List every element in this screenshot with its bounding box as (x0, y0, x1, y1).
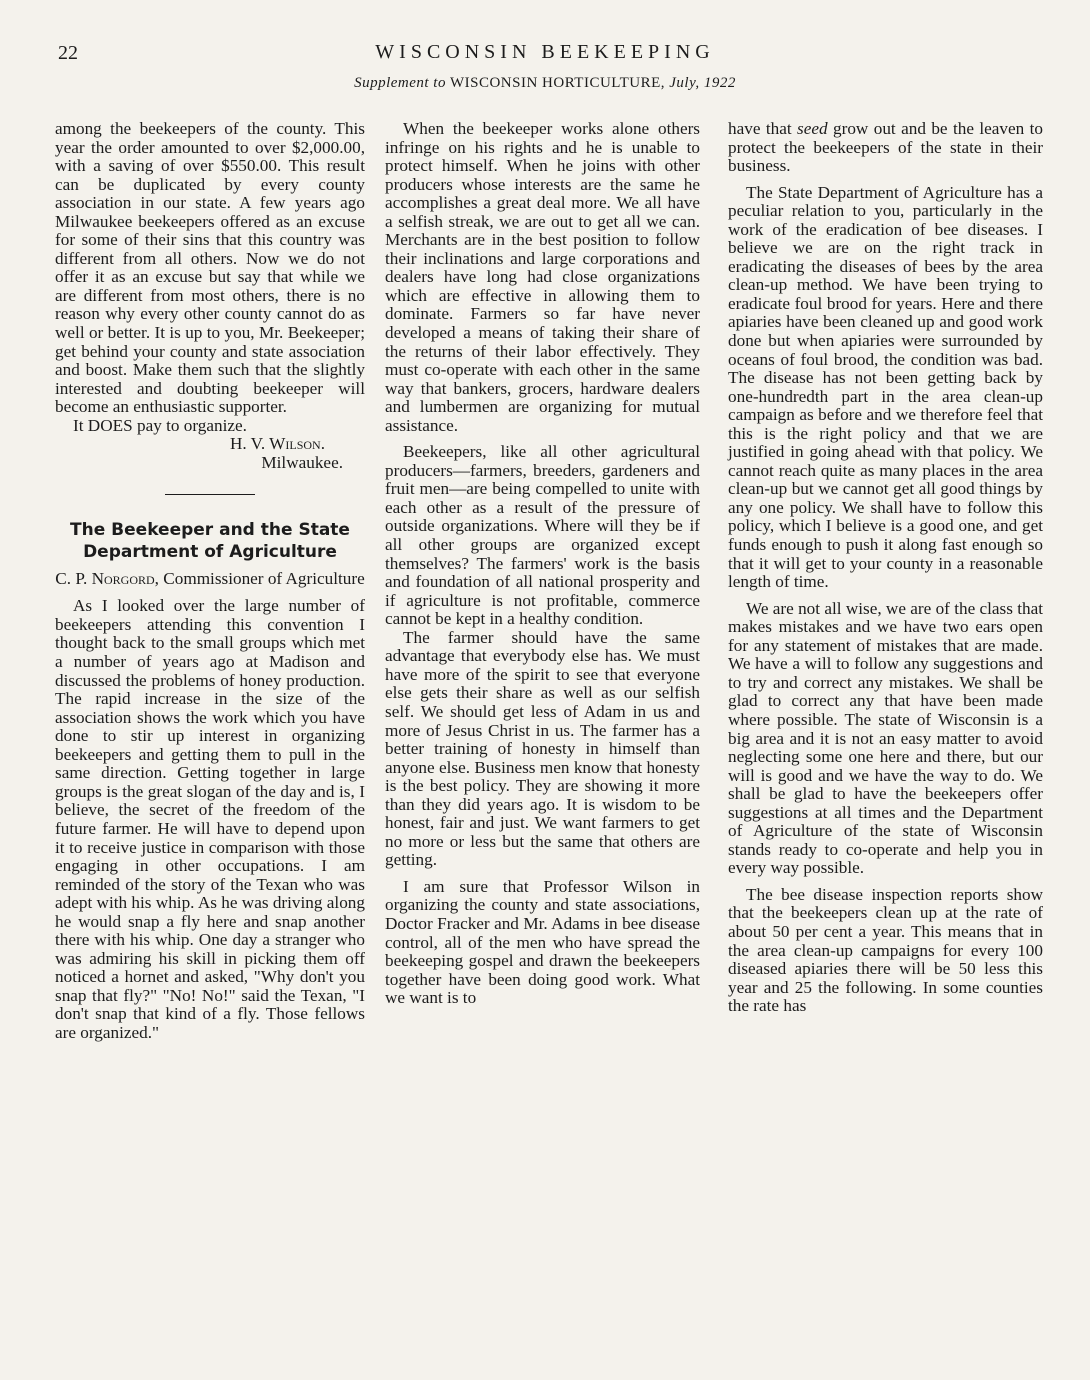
article-title: The Beekeeper and the State Department of Agriculture (70, 520, 350, 563)
supplement-line (0, 75, 1090, 92)
byline-name: Norgord, (91, 569, 159, 589)
emphasis-seed: seed (797, 119, 828, 138)
page-number: 22 (58, 42, 78, 64)
running-title: WISCONSIN BEEKEEPING (375, 41, 715, 63)
paragraph: The farmer should have the same advantage that everybody else has. We must have more of the spirit to see that everyone else gets their share as well as our selfish self. We should get less of Adam in us and more of Jesus Christ in us. The farmer has a better training of honesty in himself than anyone else. Business men know that honesty is the best policy. They are showing it more than they did years ago. It is wisdom to be honest, fair and just. We want farmers to get no more or less but the same that others are getting. (385, 627, 700, 870)
column-right (728, 120, 1043, 1016)
text-run: have that (728, 119, 798, 138)
byline (55, 569, 365, 589)
paragraph: It DOES pay to organize. (73, 415, 247, 435)
text-run: grow out and be the leaven to protect the beekeepers of the state in their business. (728, 119, 1044, 176)
byline-role: Commissioner of Agriculture (163, 569, 365, 589)
supplement-prefix: Supplement to (354, 75, 446, 91)
paragraph: We are not all wise, we are of the class that makes mistakes and we have two ears open for any statement of mistakes that are made. We have a will to follow any suggestions and to try and correct any mistakes. We shall be glad to correct any that have been made where possible. The state of Wisconsin is a big area and it is not an easy matter to avoid neglecting some one here and there, but our will is good and we have the way to do. We shall be glad to have the beekeepers offer suggestions at all times and the Department of Agriculture of the state of Wisconsin stands ready to co-operate and help you in every way possible. (728, 598, 1043, 878)
column-middle (385, 120, 700, 1008)
section-divider (165, 494, 255, 495)
signature-name: H. V. Wilson. (229, 434, 325, 454)
supplement-date: July, 1922 (669, 75, 736, 91)
byline-initials: C. P. (55, 569, 88, 589)
supplement-name: WISCONSIN HORTICULTURE, (449, 75, 666, 91)
paragraph: among the beekeepers of the county. This year the order amounted to over $2,000.00, with a saving of over $550.00. This result can be duplicated by every county association in our state. A few years ago Milwaukee beekeepers offered as an excuse for some of their sins that this country was different from all others. Now we do not offer it as an excuse but say that while we are different from most others, there is no reason why every other county cannot do as well or better. It is up to you, Mr. Beekeeper; get behind your county and state association and boost. Make them such that the slightly interested and doubting beekeeper will become an enthusiastic supporter. (55, 119, 365, 417)
paragraph: I am sure that Professor Wilson in organizing the county and state associations, Doctor Fracker and Mr. Adams in bee disease control, all of the men who have spread the beekeeping gospel and drawn the beekeepers together have been doing good work. What we want is to (385, 876, 700, 1008)
paragraph: As I looked over the large number of beekeepers attending this convention I thought back to the small groups which met a number of years ago at Madison and discussed the problems of honey production. The rapid increase in the size of the association shows the work which you have done to stir up interest in organizing beekeepers and getting them to pull in the same direction. Getting together in large groups is the great slogan of the day and is, I believe, the secret of the freedom of the future farmer. He will have to depend upon it to receive justice in comparison with those engaging in other occupations. I am reminded of the story of the Texan who was adept with his whip. As he was driving along he would snap a fly here and snap another there with his whip. One day a stranger who was admiring his skill in picking them off noticed a hornet and asked, "Why don't you snap that fly?" "No! No!" said the Texan, "I don't snap that kind of a fly. Those fellows are organized." (55, 596, 365, 1042)
paragraph: Beekeepers, like all other agricultural producers—farmers, breeders, gardeners and fruit men—are being compelled to unite with each other as a result of the pressure of outside organizations. Where will they be if all other groups are organized except themselves? The farmers' work is the basis and foundation of all national prosperity and if agriculture is not profitable, commerce cannot be kept in a healthy condition. (385, 442, 700, 629)
paragraph: The State Department of Agriculture has a peculiar relation to you, particularly in the work of the eradication of bee diseases. I believe we are on the right track in eradicating the diseases of bees by the area clean-up method. We have been trying to eradicate foul brood for years. Here and there apiaries have been cleaned up and good work done but when apiaries were surrounded by oceans of foul brood, the condition was bad. The disease has not been getting back by one-hundredth part in the area clean-up campaign as before and we therefore feel that this is the right policy and that we are justified in going ahead with that policy. We cannot reach quite as many places in the area clean-up but we cannot get all good things by any one policy. We shall have to follow this policy, which I believe is a good one, and get funds enough to push it along fast enough so that it will get to your county in a reasonable length of time. (728, 182, 1043, 592)
column-left (55, 120, 365, 1043)
paragraph (728, 120, 1043, 176)
signature-city: Milwaukee. (261, 452, 343, 472)
paragraph: The bee disease inspection reports show that the beekeepers clean up at the rate of about 50 per cent a year. This means that in the area clean-up campaigns for every 100 diseased apiaries there will be 50 less this year and 25 the following. In some counties the rate has (728, 884, 1043, 1016)
paragraph: When the beekeeper works alone others infringe on his rights and he is unable to protect himself. When he joins with other producers whose interests are the same he accomplishes a great deal more. We all have a selfish streak, we are out to get all we can. Merchants are in the best position to follow their inclinations and large corporations and dealers have long had close organizations which are effective in allowing them to dominate. Farmers so far have never developed a means of taking their share of the returns of their labor effectively. They must co-operate with each other in the same way that bankers, grocers, hardware dealers and lumbermen are organizing for mutual assistance. (385, 119, 700, 435)
